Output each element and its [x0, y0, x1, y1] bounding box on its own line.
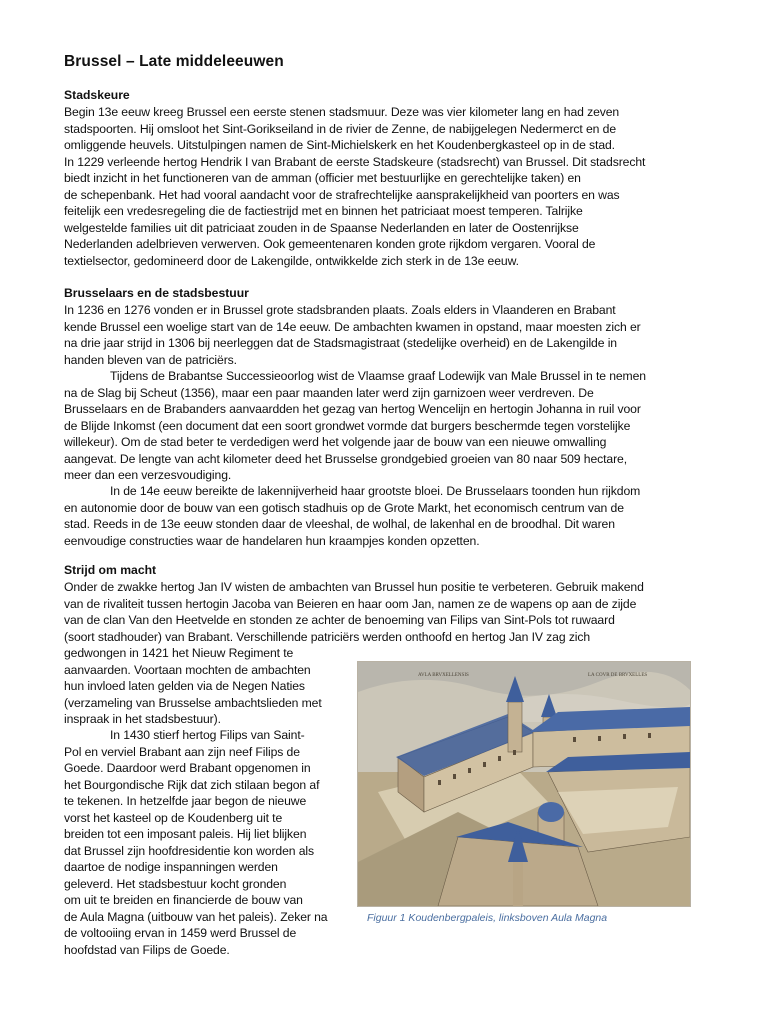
figure-caption: Figuur 1 Koudenbergpaleis, linksboven Aula Magna — [367, 912, 608, 924]
paragraph-strijd-3: In 1430 stierf hertog Filips van Saint- Pol en verviel Brabant aan zijn neef Filips de Goede. Daardoor werd Brabant opgenomen in het Bourgondische Rijk dat zich stilaan begon af te tekenen. In hetzelfde jaar begon de nieuwe vorst het kasteel op de Koudenberg uit te breiden tot een imposant paleis. Hij liet blijken dat Brussel zijn hoofdresidentie kon worden als daartoe de nodige inspanningen werden geleverd. Het stadsbestuur kocht gronden om uit te breiden en financierde de bouw van de Aula Magna (uitbouw van het paleis). Zeker na de voltooiing ervan in 1459 werd Brussel de hoofdstad van Filips de Goede. — [64, 728, 328, 957]
paragraph-strijd-2: gedwongen in 1421 het Nieuw Regiment te aanvaarden. Voortaan mochten de ambachten hun invloed laten gelden via de Negen Naties (verzameling van Brusselse ambachtslieden met inspraak in het stadsbestuur). — [64, 646, 322, 726]
paragraph-strijd-1: Onder de zwakke hertog Jan IV wisten de ambachten van Brussel hun positie te verbeteren. Gebruik makend van de rivaliteit tussen hertogin Jacoba van Beieren en haar oom Jan, namen ze de wapens op aan de zijde van de clan Van den Heetvelde en stonden ze achter de benoeming van Filips van Sint-Pols tot ruwaard (soort stadhouder) van Brabant. Verschillende patriciërs werden onthoofd en hertog Jan IV zag zich — [64, 580, 644, 644]
section-heading-stadskeure: Stadskeure — [64, 88, 130, 102]
paragraph-stadskeure: Begin 13e eeuw kreeg Brussel een eerste stenen stadsmuur. Deze was vier kilometer lang en had zeven stadspoorten. Hij omsloot het Sint-Gorikseiland in de rivier de Zenne, de nabijgelegen Nedermerct en de omliggende heuvels. Uitstulpingen namen de Sint-Michielskerk en het Koudenbergkasteel op in de stad. In 1229 verleende hertog Hendrik I van Brabant de eerste Stadskeure (stadsrecht) van Brussel. Dit stadsrecht biedt inzicht in het functioneren van de amman (officier met bestuurlijke en gerechtelijke taken) en de schepenbank. Het had vooral aandacht voor de strafrechtelijke aansprakelijkheid van poorters en was feitelijk een vredesregeling die de factiestrijd met en binnen het patriciaat moest temperen. Talrijke welgestelde families uit dit patriciaat zouden in de Spaanse Nederlanden en later de Oostenrijkse Nederlanden adelbrieven verwerven. Ook gemeentenaren konden grote rijkdom vergaren. Vooral de textielsector, gedomineerd door de Lakengilde, ontwikkelde zich sterk in de 13e eeuw. — [64, 105, 646, 268]
paragraph-stadsbestuur-1: In 1236 en 1276 vonden er in Brussel grote stadsbranden plaats. Zoals elders in Vlaanderen en Brabant kende Brussel een woelige start van de 14e eeuw. De ambachten kwamen in opstand, maar moesten zich er na drie jaar strijd in 1306 bij neerleggen dat de Stadsmagistraat (stedelijke overheid) en de Lakengilde in handen bleven van de patriciërs. — [64, 303, 641, 367]
engraving-label-right: LA COVR DE BRVXELLES — [588, 673, 648, 678]
koudenberg-palace-engraving — [357, 661, 691, 907]
page-title: Brussel – Late middeleeuwen — [64, 53, 284, 70]
engraving-label-left: AVLA BRVXELLENSIS — [418, 673, 469, 678]
paragraph-stadsbestuur-2: Tijdens de Brabantse Successieoorlog wist de Vlaamse graaf Lodewijk van Male Brussel in te nemen na de Slag bij Scheut (1356), maar een paar maanden later werd zijn garnizoen weer verdreven. De Brusselaars en de Brabanders aanvaardden het gezag van hertog Wencelijn en hertogin Johanna in ruil voor de Blijde Inkomst (een document dat een soort grondwet vormde dat burgers beschermde tegen vorstelijke willekeur). Om de stad beter te verdedigen werd het volgende jaar de bouw van een nieuwe omwalling aangevat. De lengte van acht kilometer deed het Brusselse grondgebied groeien van 80 naar 509 hectare, meer dan een verzesvoudiging. — [64, 369, 646, 482]
paragraph-stadsbestuur-3: In de 14e eeuw bereikte de lakennijverheid haar grootste bloei. De Brusselaars toonden hun rijkdom en autonomie door de bouw van een gotisch stadhuis op de Grote Markt, het economisch centrum van de stad. Reeds in de 13e eeuw stonden daar de vleeshal, de wolhal, de lakenhal en de broodhal. Dit waren eenvoudige constructies waar de handelaren hun kraampjes konden opzetten. — [64, 484, 641, 548]
section-heading-strijd-om-macht: Strijd om macht — [64, 563, 157, 577]
engraving-illustration — [358, 662, 690, 906]
section-heading-stadsbestuur: Brusselaars en de stadsbestuur — [64, 286, 249, 300]
